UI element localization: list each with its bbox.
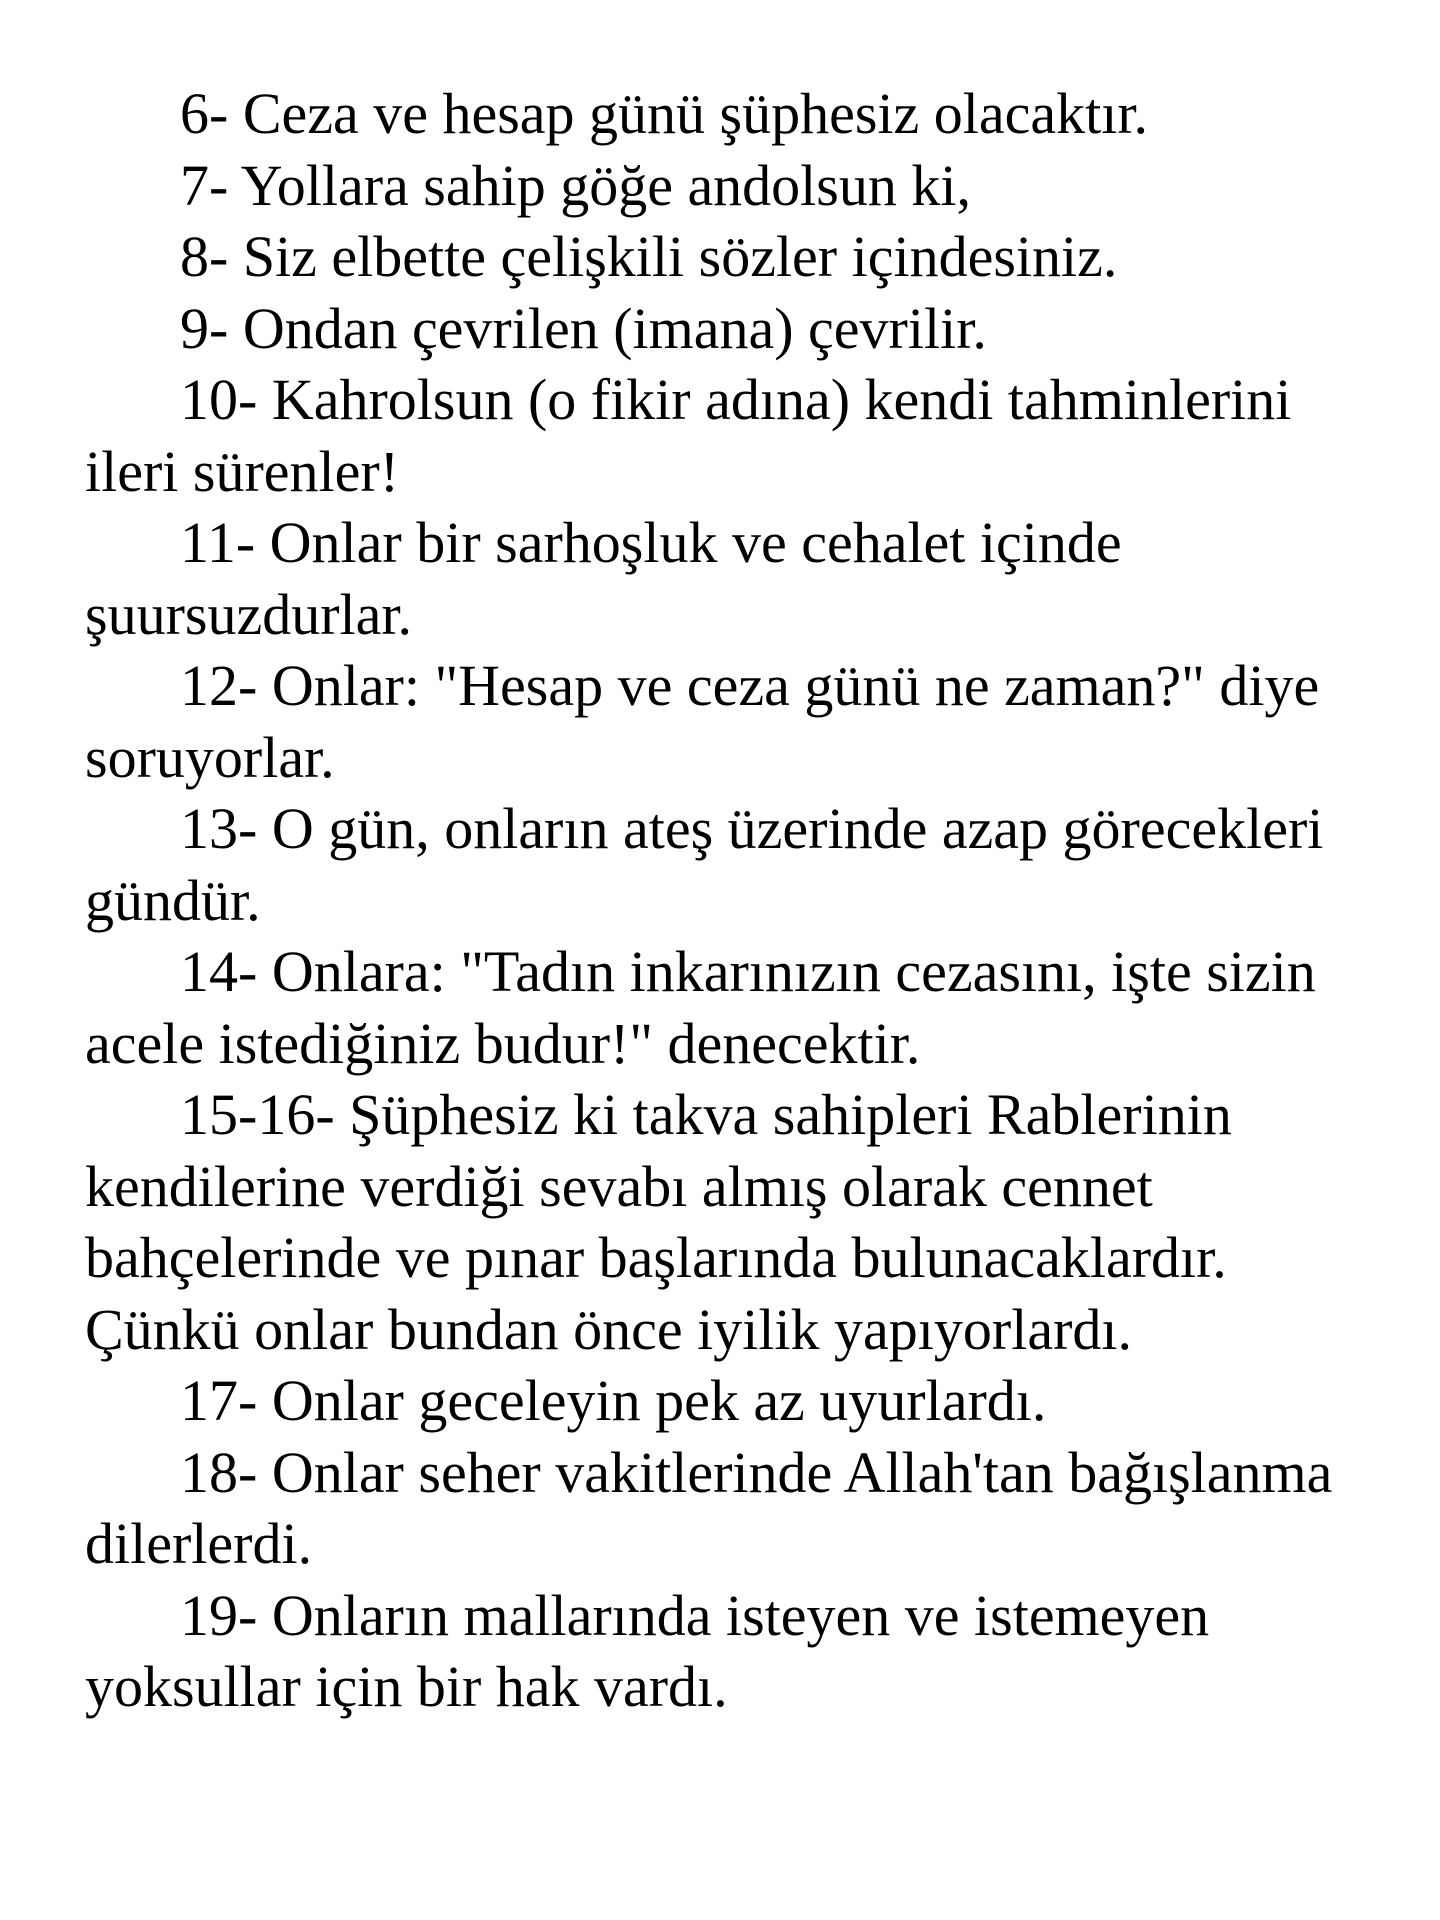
verse-8: 8- Siz elbette çelişkili sözler içindesiniz. bbox=[180, 224, 1118, 289]
verse-14: 14- Onlara: "Tadın inkarınızın cezasını, işte sizin acele istediğiniz budur!" denecektir. bbox=[85, 939, 1316, 1076]
verse-13: 13- O gün, onların ateş üzerinde azap görecekleri gündür. bbox=[85, 796, 1324, 933]
verse-18: 18- Onlar seher vakitlerinde Allah'tan bağışlanma dilerlerdi. bbox=[85, 1439, 1333, 1576]
verse-6: 6- Ceza ve hesap günü şüphesiz olacaktır. bbox=[180, 81, 1148, 146]
verse-19: 19- Onların mallarında isteyen ve istemeyen yoksullar için bir hak vardı. bbox=[85, 1582, 1210, 1719]
verse-11: 11- Onlar bir sarhoşluk ve cehalet içinde şuursuzdurlar. bbox=[85, 510, 1122, 647]
verse-12: 12- Onlar: "Hesap ve ceza günü ne zaman?" diye soruyorlar. bbox=[85, 653, 1320, 790]
verse-15-16: 15-16- Şüphesiz ki takva sahipleri Rablerinin kendilerine verdiği sevabı almış olarak cennet bahçelerinde ve pınar başlarında bulunacaklardır. Çünkü onlar bundan önce iyilik yapıyorlardı. bbox=[85, 1082, 1232, 1362]
verse-9: 9- Ondan çevrilen (imana) çevrilir. bbox=[180, 295, 987, 361]
verse-10: 10- Kahrolsun (o fikir adına) kendi tahminlerini ileri sürenler! bbox=[85, 367, 1292, 504]
verse-17: 17- Onlar geceleyin pek az uyurlardı. bbox=[180, 1368, 1047, 1433]
verse-list bbox=[85, 78, 1380, 1723]
verse-7: 7- Yollara sahip göğe andolsun ki, bbox=[180, 152, 971, 218]
